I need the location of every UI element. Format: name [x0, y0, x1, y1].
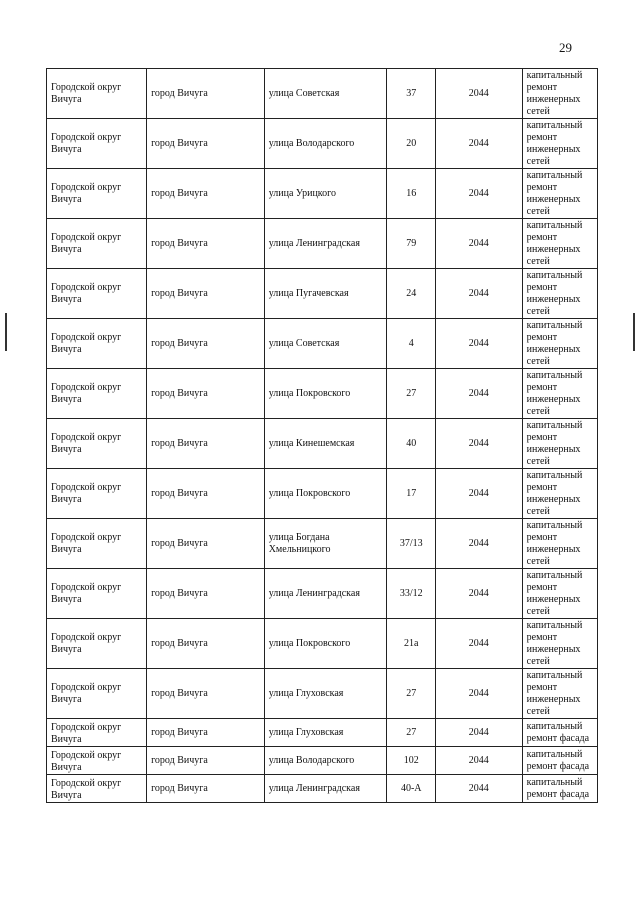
table-row	[47, 569, 598, 619]
city-cell: город Вичуга	[147, 669, 265, 719]
work-type-cell: капитальный ремонт инженерных сетей	[522, 169, 597, 219]
year-cell: 2044	[435, 747, 522, 775]
year-cell: 2044	[435, 119, 522, 169]
table-row	[47, 119, 598, 169]
table-row	[47, 747, 598, 775]
city-cell: город Вичуга	[147, 419, 265, 469]
city-cell: город Вичуга	[147, 775, 265, 803]
street-cell: улица Ленинградская	[264, 219, 387, 269]
year-cell: 2044	[435, 569, 522, 619]
district-cell: Городской округ Вичуга	[47, 569, 147, 619]
year-cell: 2044	[435, 519, 522, 569]
city-cell: город Вичуга	[147, 169, 265, 219]
house-cell: 17	[387, 469, 435, 519]
city-cell: город Вичуга	[147, 747, 265, 775]
work-type-cell: капитальный ремонт инженерных сетей	[522, 219, 597, 269]
year-cell: 2044	[435, 319, 522, 369]
work-type-cell: капитальный ремонт инженерных сетей	[522, 619, 597, 669]
work-type-cell: капитальный ремонт инженерных сетей	[522, 669, 597, 719]
house-cell: 27	[387, 719, 435, 747]
work-type-cell: капитальный ремонт инженерных сетей	[522, 469, 597, 519]
table-row	[47, 519, 598, 569]
table-row	[47, 69, 598, 119]
house-cell: 33/12	[387, 569, 435, 619]
year-cell: 2044	[435, 69, 522, 119]
year-cell: 2044	[435, 669, 522, 719]
table-row	[47, 369, 598, 419]
house-cell: 40	[387, 419, 435, 469]
district-cell: Городской округ Вичуга	[47, 219, 147, 269]
district-cell: Городской округ Вичуга	[47, 719, 147, 747]
table-row	[47, 269, 598, 319]
year-cell: 2044	[435, 369, 522, 419]
district-cell: Городской округ Вичуга	[47, 319, 147, 369]
table-row	[47, 219, 598, 269]
housing-repair-table	[46, 68, 598, 803]
street-cell: улица Покровского	[264, 469, 387, 519]
street-cell: улица Богдана Хмельницкого	[264, 519, 387, 569]
city-cell: город Вичуга	[147, 319, 265, 369]
district-cell: Городской округ Вичуга	[47, 619, 147, 669]
year-cell: 2044	[435, 719, 522, 747]
district-cell: Городской округ Вичуга	[47, 119, 147, 169]
table-row	[47, 319, 598, 369]
scan-margin-mark-left	[5, 313, 7, 351]
year-cell: 2044	[435, 775, 522, 803]
work-type-cell: капитальный ремонт инженерных сетей	[522, 119, 597, 169]
work-type-cell: капитальный ремонт инженерных сетей	[522, 369, 597, 419]
year-cell: 2044	[435, 469, 522, 519]
table-row	[47, 469, 598, 519]
district-cell: Городской округ Вичуга	[47, 469, 147, 519]
district-cell: Городской округ Вичуга	[47, 169, 147, 219]
city-cell: город Вичуга	[147, 619, 265, 669]
house-cell: 102	[387, 747, 435, 775]
work-type-cell: капитальный ремонт инженерных сетей	[522, 569, 597, 619]
table-row	[47, 169, 598, 219]
year-cell: 2044	[435, 419, 522, 469]
table-row	[47, 419, 598, 469]
house-cell: 21а	[387, 619, 435, 669]
district-cell: Городской округ Вичуга	[47, 69, 147, 119]
work-type-cell: капитальный ремонт инженерных сетей	[522, 519, 597, 569]
house-cell: 20	[387, 119, 435, 169]
district-cell: Городской округ Вичуга	[47, 519, 147, 569]
house-cell: 27	[387, 369, 435, 419]
house-cell: 24	[387, 269, 435, 319]
year-cell: 2044	[435, 169, 522, 219]
street-cell: улица Глуховская	[264, 669, 387, 719]
city-cell: город Вичуга	[147, 469, 265, 519]
house-cell: 37	[387, 69, 435, 119]
house-cell: 27	[387, 669, 435, 719]
house-cell: 79	[387, 219, 435, 269]
table-row	[47, 669, 598, 719]
work-type-cell: капитальный ремонт фасада	[522, 747, 597, 775]
street-cell: улица Володарского	[264, 119, 387, 169]
city-cell: город Вичуга	[147, 569, 265, 619]
work-type-cell: капитальный ремонт инженерных сетей	[522, 69, 597, 119]
work-type-cell: капитальный ремонт инженерных сетей	[522, 419, 597, 469]
house-cell: 4	[387, 319, 435, 369]
street-cell: улица Урицкого	[264, 169, 387, 219]
city-cell: город Вичуга	[147, 69, 265, 119]
house-cell: 37/13	[387, 519, 435, 569]
district-cell: Городской округ Вичуга	[47, 419, 147, 469]
table-row	[47, 719, 598, 747]
city-cell: город Вичуга	[147, 269, 265, 319]
street-cell: улица Советская	[264, 319, 387, 369]
city-cell: город Вичуга	[147, 369, 265, 419]
district-cell: Городской округ Вичуга	[47, 747, 147, 775]
street-cell: улица Покровского	[264, 619, 387, 669]
district-cell: Городской округ Вичуга	[47, 775, 147, 803]
city-cell: город Вичуга	[147, 219, 265, 269]
city-cell: город Вичуга	[147, 119, 265, 169]
year-cell: 2044	[435, 619, 522, 669]
page-number: 29	[559, 40, 572, 55]
table-row	[47, 775, 598, 803]
year-cell: 2044	[435, 219, 522, 269]
street-cell: улица Пугачевская	[264, 269, 387, 319]
house-cell: 16	[387, 169, 435, 219]
street-cell: улица Советская	[264, 69, 387, 119]
street-cell: улица Володарского	[264, 747, 387, 775]
work-type-cell: капитальный ремонт фасада	[522, 719, 597, 747]
district-cell: Городской округ Вичуга	[47, 269, 147, 319]
street-cell: улица Глуховская	[264, 719, 387, 747]
work-type-cell: капитальный ремонт инженерных сетей	[522, 319, 597, 369]
house-cell: 40-А	[387, 775, 435, 803]
work-type-cell: капитальный ремонт инженерных сетей	[522, 269, 597, 319]
city-cell: город Вичуга	[147, 719, 265, 747]
city-cell: город Вичуга	[147, 519, 265, 569]
street-cell: улица Ленинградская	[264, 569, 387, 619]
year-cell: 2044	[435, 269, 522, 319]
district-cell: Городской округ Вичуга	[47, 369, 147, 419]
district-cell: Городской округ Вичуга	[47, 669, 147, 719]
scan-margin-mark-right	[633, 313, 635, 351]
street-cell: улица Покровского	[264, 369, 387, 419]
table-row	[47, 619, 598, 669]
street-cell: улица Ленинградская	[264, 775, 387, 803]
street-cell: улица Кинешемская	[264, 419, 387, 469]
work-type-cell: капитальный ремонт фасада	[522, 775, 597, 803]
